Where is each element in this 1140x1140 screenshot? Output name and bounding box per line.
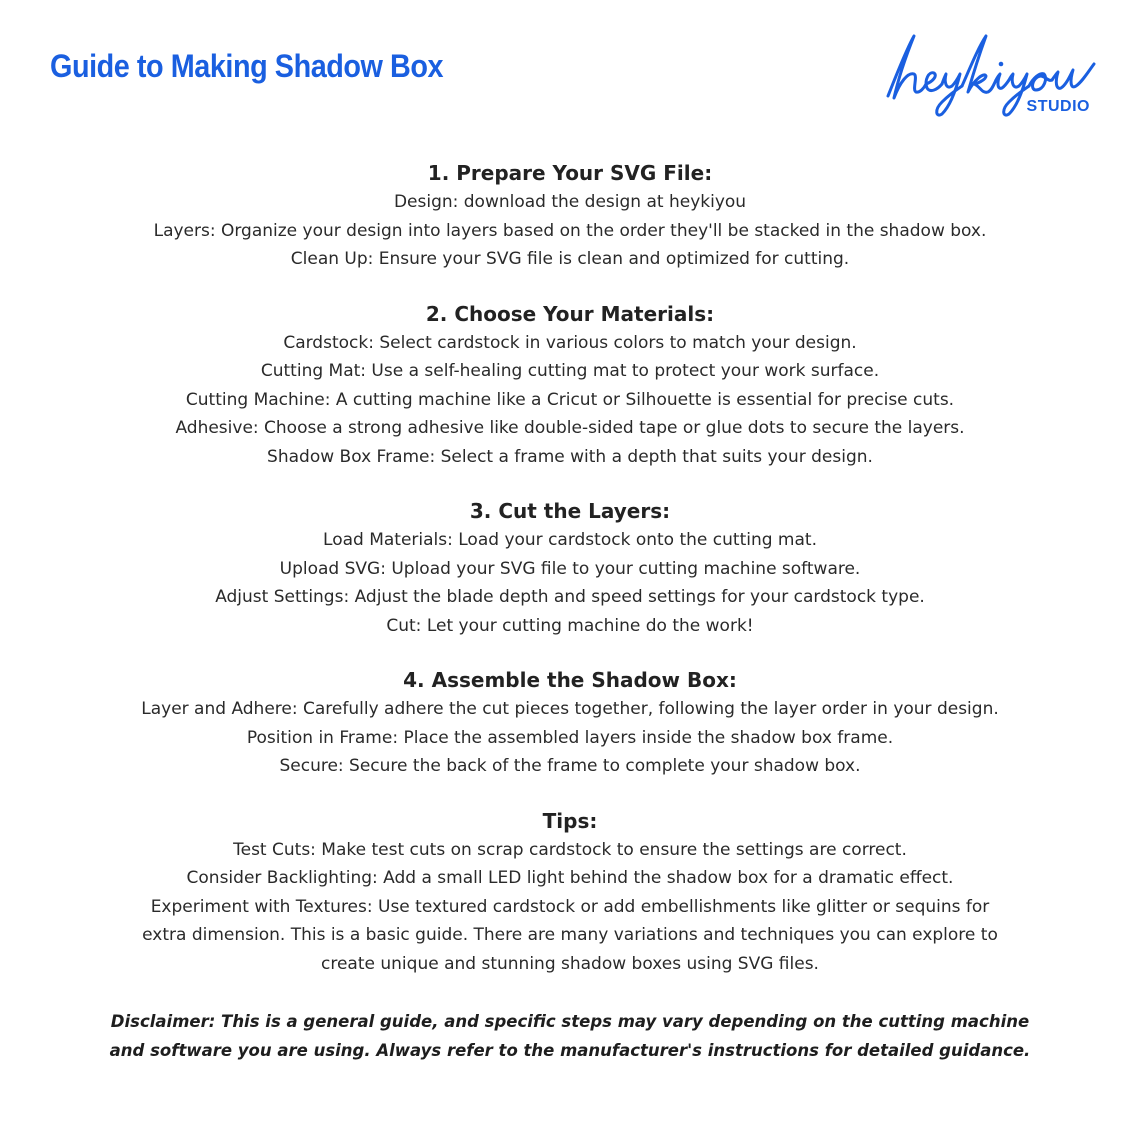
section-heading: Tips: bbox=[542, 808, 598, 833]
heykiyou-studio-logo bbox=[880, 28, 1100, 123]
section-line: Design: download the design at heykiyou bbox=[393, 192, 747, 212]
section-line: create unique and stunning shadow boxes using SVG files. bbox=[321, 953, 819, 974]
section-materials bbox=[40, 299, 1100, 472]
section-line: Adhesive: Choose a strong adhesive like double-sided tape or glue dots to secure the layers. bbox=[175, 418, 965, 438]
section-heading: 2. Choose Your Materials: bbox=[425, 301, 715, 326]
section-prepare-svg bbox=[40, 158, 1100, 274]
page-title: Guide to Making Shadow Box bbox=[50, 48, 444, 84]
disclaimer bbox=[40, 1008, 1100, 1065]
section-assemble bbox=[40, 665, 1100, 781]
section-line: Load Materials: Load your cardstock onto the cutting mat. bbox=[323, 530, 817, 550]
section-line: Cardstock: Select cardstock in various colors to match your design. bbox=[283, 332, 857, 353]
disclaimer-line: Disclaimer: This is a general guide, and specific steps may vary depending on the cutting machine bbox=[110, 1012, 1030, 1031]
section-line: Adjust Settings: Adjust the blade depth and speed settings for your cardstock type. bbox=[215, 587, 925, 607]
section-heading: 3. Cut the Layers: bbox=[469, 499, 671, 523]
section-line: extra dimension. This is a basic guide. There are many variations and techniques you can explore to bbox=[142, 925, 998, 945]
section-line: Secure: Secure the back of the frame to complete your shadow box. bbox=[279, 756, 861, 776]
section-line: Upload SVG: Upload your SVG file to your cutting machine software. bbox=[279, 558, 861, 579]
section-heading: 1. Prepare Your SVG File: bbox=[427, 161, 713, 185]
section-line: Cutting Mat: Use a self-healing cutting mat to protect your work surface. bbox=[260, 361, 880, 381]
section-line: Consider Backlighting: Add a small LED light behind the shadow box for a dramatic effect. bbox=[186, 868, 954, 888]
disclaimer-line: and software you are using. Always refer to the manufacturer's instructions for detailed guidance. bbox=[109, 1040, 1031, 1060]
section-line: Test Cuts: Make test cuts on scrap cardstock to ensure the settings are correct. bbox=[233, 839, 907, 860]
section-line: Layers: Organize your design into layers based on the order they'll be stacked in the shadow box. bbox=[153, 220, 987, 241]
guide-content bbox=[40, 158, 1100, 1065]
section-line: Clean Up: Ensure your SVG file is clean and optimized for cutting. bbox=[290, 249, 850, 269]
section-line: Layer and Adhere: Carefully adhere the cut pieces together, following the layer order in your design. bbox=[141, 699, 999, 719]
section-cut-layers bbox=[40, 496, 1100, 640]
section-line: Experiment with Textures: Use textured cardstock or add embellishments like glitter or sequins for bbox=[150, 896, 990, 917]
section-heading: 4. Assemble the Shadow Box: bbox=[403, 668, 737, 692]
section-line: Cut: Let your cutting machine do the work! bbox=[386, 615, 754, 636]
section-line: Cutting Machine: A cutting machine like a Cricut or Silhouette is essential for precise cuts. bbox=[185, 389, 955, 410]
section-line: Shadow Box Frame: Select a frame with a depth that suits your design. bbox=[267, 446, 873, 467]
section-tips bbox=[40, 806, 1100, 979]
logo-studio-label: STUDIO bbox=[1026, 98, 1090, 115]
section-line: Position in Frame: Place the assembled layers inside the shadow box frame. bbox=[246, 727, 894, 748]
